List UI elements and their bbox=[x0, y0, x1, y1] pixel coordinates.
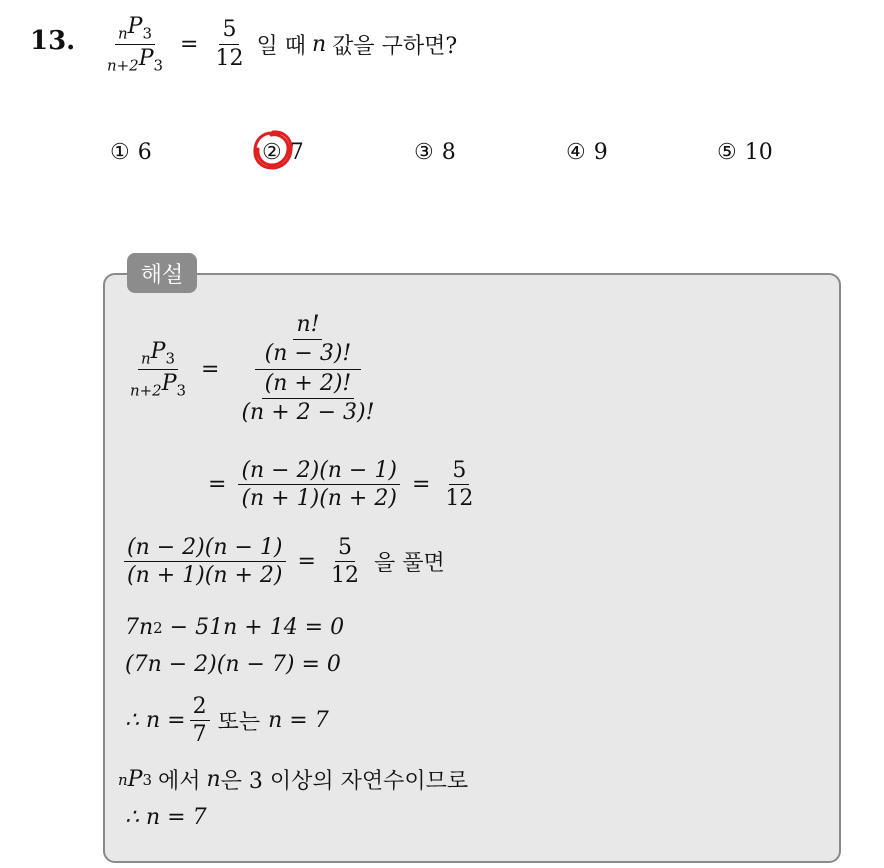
choice-2-mark: ② bbox=[262, 140, 282, 165]
choice-5-mark: ⑤ bbox=[717, 140, 737, 165]
choice-4-mark: ④ bbox=[566, 140, 586, 165]
sol-l7-text: 에서 bbox=[157, 769, 201, 794]
sol-l3-rden: 12 bbox=[330, 563, 359, 589]
choice-3[interactable] bbox=[414, 140, 456, 165]
sol-l3-rnum: 5 bbox=[335, 535, 355, 562]
sol-l3-fraction bbox=[124, 535, 286, 589]
sol-l6-text: 또는 bbox=[217, 710, 261, 736]
lhs-num-p: P bbox=[127, 14, 143, 39]
sol-top-fraction bbox=[262, 312, 355, 368]
sol-lhs-fraction bbox=[127, 339, 189, 399]
sol-l1-equals: = bbox=[201, 356, 220, 382]
sol-l6-tail: n = 7 bbox=[268, 708, 329, 734]
choice-3-value: 8 bbox=[441, 140, 456, 165]
choice-4-value: 9 bbox=[593, 140, 608, 165]
sol-bottom-fraction bbox=[238, 371, 377, 427]
sol-l2-rnum: 5 bbox=[449, 458, 469, 485]
sol-complex-fraction bbox=[231, 312, 384, 427]
sol-l2-rden: 12 bbox=[445, 486, 474, 512]
question-var: n bbox=[311, 31, 327, 57]
sol-lhs-den-sub: 3 bbox=[176, 381, 187, 400]
sol-l6-fraction bbox=[190, 694, 210, 748]
question-equals: = bbox=[180, 31, 199, 57]
sol-top-num: n! bbox=[293, 312, 322, 340]
sol-lhs-num-p: P bbox=[150, 339, 166, 365]
question-number: 13. bbox=[30, 26, 76, 56]
sol-l2-equals2: = bbox=[411, 472, 431, 498]
rhs-numerator: 5 bbox=[219, 17, 239, 44]
sol-l6-therefore: ∴ n = bbox=[125, 708, 186, 734]
sol-l4-pre: 7n bbox=[125, 615, 154, 640]
solution-line-4 bbox=[125, 615, 344, 640]
solution-line-2 bbox=[200, 458, 480, 512]
sol-lhs-den-prefix: n+2 bbox=[130, 381, 162, 400]
choice-1-value: 6 bbox=[137, 140, 152, 165]
sol-l4-post: − 51n + 14 = 0 bbox=[162, 615, 345, 640]
sol-lhs-num-sub: 3 bbox=[165, 349, 175, 368]
rhs-denominator: 12 bbox=[215, 45, 244, 71]
choice-5-value: 10 bbox=[744, 140, 773, 165]
sol-l2-den: (n + 1)(n + 2) bbox=[241, 486, 397, 512]
solution-line-8 bbox=[125, 805, 207, 830]
sol-l7-prefix: n bbox=[118, 770, 128, 789]
sol-l7-p: P bbox=[127, 767, 143, 792]
sol-l3-equals: = bbox=[297, 549, 316, 575]
lhs-den-sub: 3 bbox=[153, 55, 164, 74]
choice-2-value: 7 bbox=[289, 140, 304, 165]
sol-l6-num: 2 bbox=[190, 694, 210, 721]
sol-top-den: (n − 3)! bbox=[264, 341, 352, 367]
solution-line-6 bbox=[125, 694, 329, 748]
solution-line-3 bbox=[120, 535, 445, 589]
sol-l3-num: (n − 2)(n − 1) bbox=[124, 535, 286, 562]
sol-l2-rhs bbox=[442, 458, 476, 512]
sol-lhs-den-p: P bbox=[161, 370, 177, 396]
sol-l2-num: (n − 2)(n − 1) bbox=[238, 458, 400, 485]
choice-1-mark: ① bbox=[110, 140, 130, 165]
solution-line-7 bbox=[118, 764, 468, 795]
question-text bbox=[100, 14, 457, 74]
choice-3-mark: ③ bbox=[414, 140, 434, 165]
question-text-2: 값을 구하면? bbox=[332, 33, 458, 59]
sol-lhs-num-prefix: n bbox=[141, 349, 151, 368]
lhs-den-prefix: n+2 bbox=[107, 55, 139, 74]
sol-l7-text2: 은 3 이상의 자연수이므로 bbox=[220, 769, 469, 794]
sol-l3-rhs bbox=[328, 535, 362, 589]
solution-tag: 해설 bbox=[127, 253, 197, 293]
sol-l7-sub: 3 bbox=[142, 770, 152, 789]
sol-l3-text: 을 풀면 bbox=[373, 551, 445, 577]
sol-bot-num: (n + 2)! bbox=[262, 371, 355, 399]
question-rhs-fraction bbox=[212, 17, 246, 71]
lhs-den-p: P bbox=[138, 45, 154, 71]
sol-l2-equals: = bbox=[208, 472, 227, 498]
sol-l8-text: ∴ n = 7 bbox=[125, 805, 207, 830]
question-lhs-fraction bbox=[104, 14, 166, 74]
sol-l7-var: n bbox=[206, 767, 221, 792]
sol-l6-den: 7 bbox=[192, 722, 207, 748]
sol-l2-fraction bbox=[238, 458, 400, 512]
sol-l5-text: (7n − 2)(n − 7) = 0 bbox=[125, 652, 341, 677]
choice-4[interactable] bbox=[566, 140, 608, 165]
solution-line-1 bbox=[123, 312, 388, 427]
lhs-num-prefix: n bbox=[118, 24, 128, 43]
choice-5[interactable] bbox=[717, 140, 773, 165]
question-text-1: 일 때 bbox=[256, 33, 306, 59]
sol-l3-den: (n + 1)(n + 2) bbox=[127, 563, 283, 589]
solution-line-5 bbox=[125, 652, 341, 677]
lhs-num-sub: 3 bbox=[142, 24, 152, 43]
sol-bot-den: (n + 2 − 3)! bbox=[241, 400, 375, 426]
selected-answer-circle-icon bbox=[251, 128, 295, 172]
choice-1[interactable] bbox=[110, 140, 152, 165]
sol-l4-sup: 2 bbox=[153, 618, 163, 637]
